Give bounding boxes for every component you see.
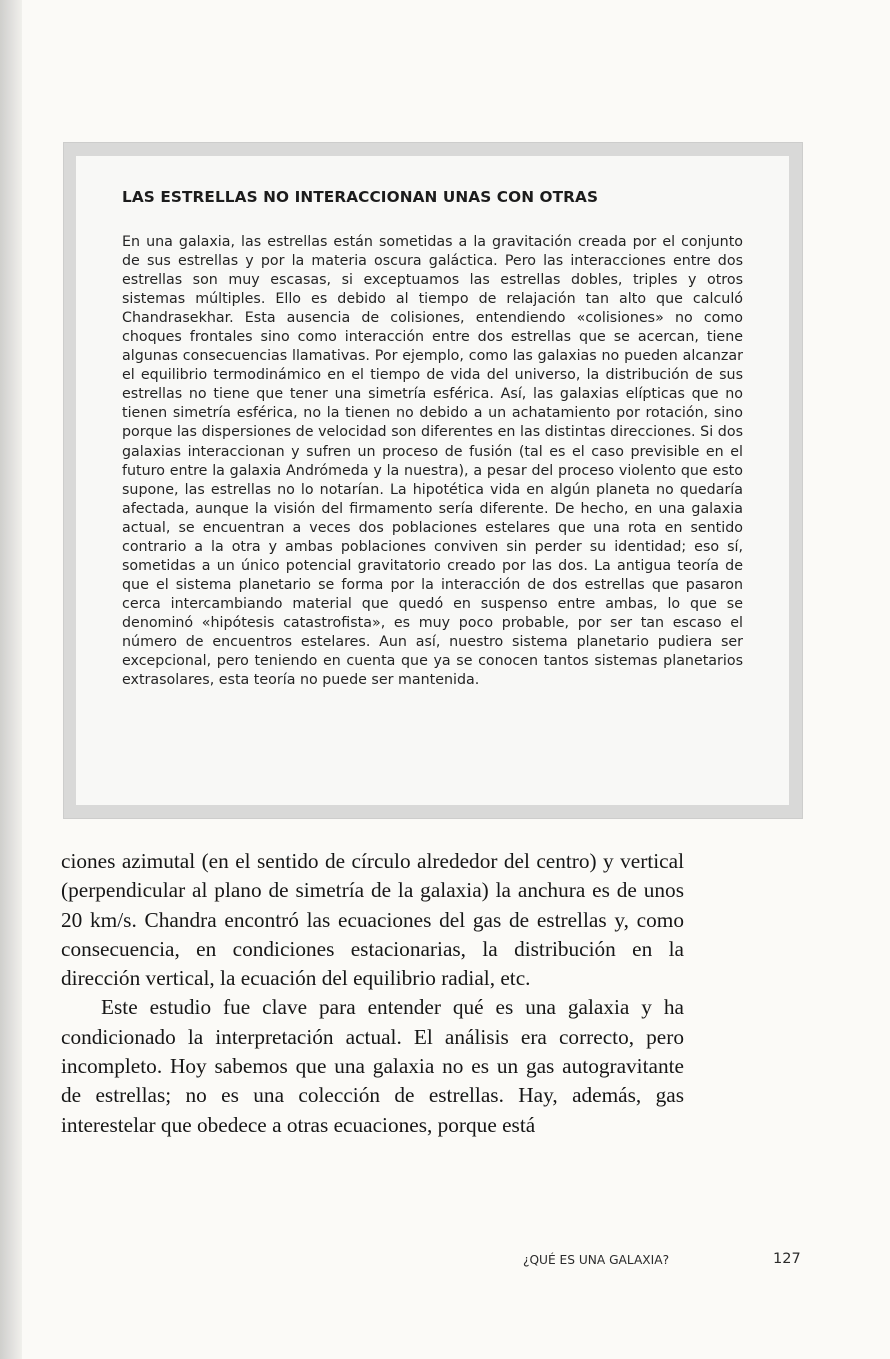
body-paragraph: Este estudio fue clave para entender qué es una galaxia y ha condicionado la interpretación actual. El análisis era correcto, pero incompleto. Hoy sabemos que una galaxia no es un gas autogravitante de estrellas; no es una colección de estrellas. Hay, además, gas interestelar que obedece a otras ecuaciones, porque está [61, 995, 684, 1137]
body-paragraph: ciones azimutal (en el sentido de círculo alrededor del centro) y vertical (perpendicular al plano de simetría de la galaxia) la anchura es de unos 20 km/s. Chandra encontró las ecuaciones del gas de estrellas y, como consecuencia, en condiciones estacionarias, la distribución en la dirección vertical, la ecuación del equilibrio radial, etc. [61, 849, 684, 991]
running-head: ¿QUÉ ES UNA GALAXIA? [523, 1253, 670, 1267]
sidebar-box-title: LAS ESTRELLAS NO INTERACCIONAN UNAS CON OTRAS [122, 188, 599, 206]
sidebar-box [76, 156, 789, 805]
page-number: 127 [773, 1251, 801, 1267]
body-text [61, 847, 684, 1140]
page-gutter-shadow [0, 0, 22, 1359]
sidebar-box-text: En una galaxia, las estrellas están sometidas a la gravitación creada por el conjunto de sus estrellas y por la materia oscura galáctica. Pero las interacciones entre dos estrellas son muy escasas, si exceptuamos las estrellas dobles, triples y otros sistemas múltiples. Ello es debido al tiempo de relajación tan alto que calculó Chandrasekhar. Esta ausencia de colisiones, entendiendo «colisiones» no como choques frontales sino como interacción entre dos estrellas que se acercan, tiene algunas consecuencias llamativas. Por ejemplo, como las galaxias no pueden alcanzar el equilibrio termodinámico en el tiempo de vida del universo, la distribución de sus estrellas no tiene que tener una simetría esférica. Así, las galaxias elípticas que no tienen simetría esférica, no la tienen no debido a un achatamiento por rotación, sino porque las dispersiones de velocidad son diferentes en las distintas direcciones. Si dos galaxias interaccionan y sufren un proceso de fusión (tal es el caso previsible en el futuro entre la galaxia Andrómeda y la nuestra), a pesar del proceso violento que esto supone, las estrellas no lo notarían. La hipotética vida en algún planeta no quedaría afectada, aunque la visión del firmamento sería diferente. De hecho, en una galaxia actual, se encuentran a veces dos poblaciones estelares que una rota en sentido contrario a la otra y ambas poblaciones conviven sin perder su identidad; eso sí, sometidas a un único potencial gravitatorio creado por las dos. La antigua teoría de que el sistema planetario se forma por la interacción de dos estrellas que pasaron cerca intercambiando material que quedó en suspenso entre ambas, lo que se denominó «hipótesis catastrofista», es muy poco probable, por ser tan escaso el número de encuentros estelares. Aun así, nuestro sistema planetario pudiera ser excepcional, pero teniendo en cuenta que ya se conocen tantos sistemas planetarios extrasolares, esta teoría no puede ser mantenida. [122, 234, 743, 689]
